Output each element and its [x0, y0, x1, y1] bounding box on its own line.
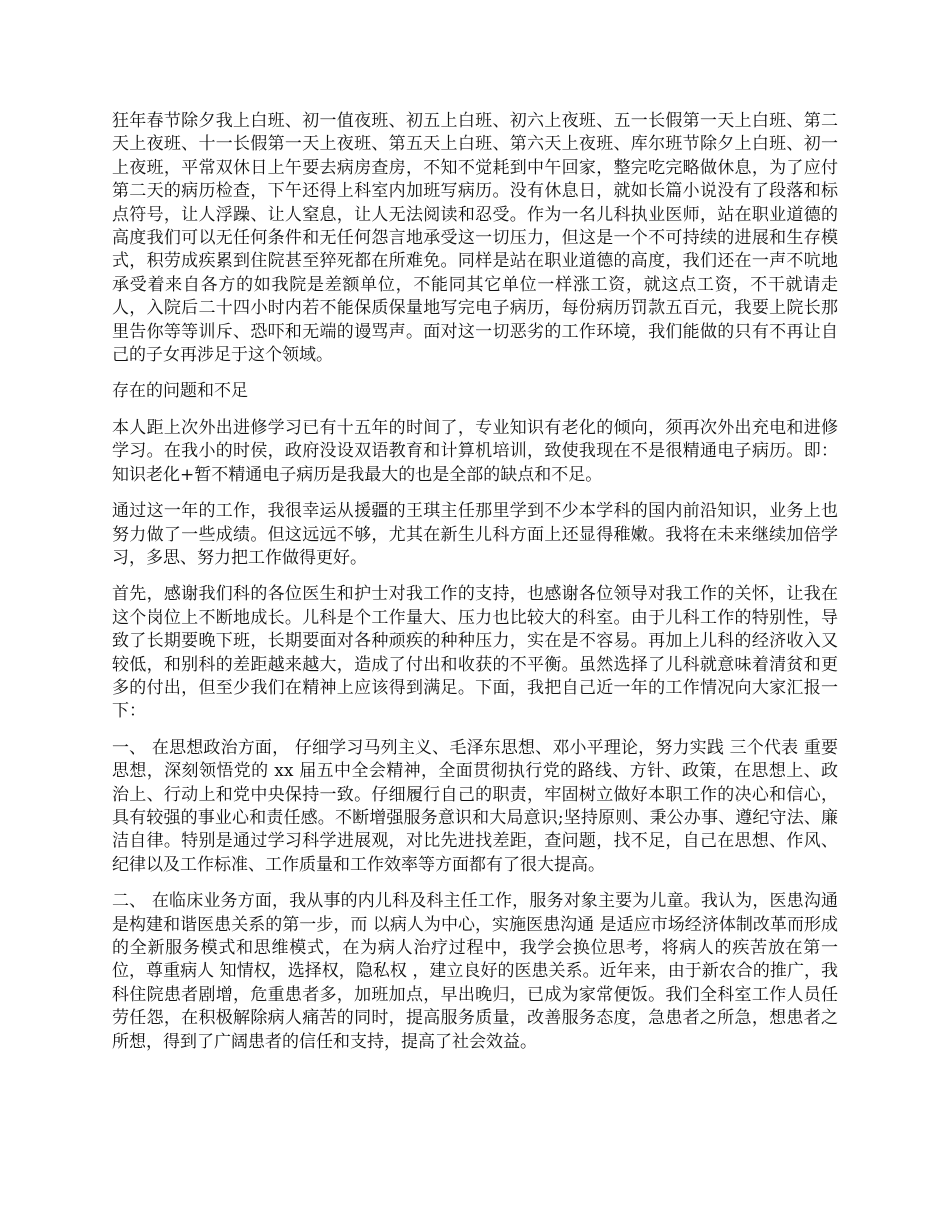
- paragraph-year-learning: 通过这一年的工作，我很幸运从援疆的王琪主任那里学到不少本学科的国内前沿知识，业务上也努力做了一些成绩。但这远远不够，尤其在新生儿科方面上还显得稚嫩。我将在未来继续加倍学习，多思、努力把工作做得更好。: [112, 501, 838, 568]
- paragraph-thanks: 首先，感谢我们科的各位医生和护士对我工作的支持，也感谢各位领导对我工作的关怀，让我在这个岗位上不断地成长。儿科是个工作量大、压力也比较大的科室。由于儿科工作的特别性，导致了长期要晚下班，长期要面对各种顽疾的种种压力，实在是不容易。再加上儿科的经济收入又较低，和别科的差距越来越大，造成了付出和收获的不平衡。虽然选择了儿科就意味着清贫和更多的付出，但至少我们在精神上应该得到满足。下面，我把自己近一年的工作情况向大家汇报一下：: [112, 584, 838, 722]
- section-heading-problems: 存在的问题和不足: [112, 381, 248, 402]
- paragraph-holiday-shifts: 狂年春节除夕我上白班、初一值夜班、初五上白班、初六上夜班、五一长假第一天上白班、第二天上夜班、十一长假第一天上夜班、第五天上白班、第六天上夜班、库尔班节除夕上白班、初一上夜班，平常双休日上午要去病房查房，不知不觉耗到中午回家，整完吃完略做休息，为了应付第二天的病历检查，下午还得上科室内加班写病历。没有休息日，就如长篇小说没有了段落和标点符号，让人浮躁、让人窒息，让人无法阅读和忍受。作为一名儿科执业医师，站在职业道德的高度我们可以无任何条件和无任何怨言地承受这一切压力，但这是一个不可持续的进展和生存模式，积劳成疾累到住院甚至猝死都在所难免。同样是站在职业道德的高度，我们还在一声不吭地承受着来自各方的如我院是差额单位，不能同其它单位一样涨工资，就这点工资，不干就请走人，入院后二十四小时内若不能保质保量地写完电子病历，每份病历罚款五百元，我要上院长那里告你等等训斥、恐吓和无端的谩骂声。面对这一切恶劣的工作环境，我们能做的只有不再让自己的子女再涉足于这个领域。: [112, 111, 838, 366]
- paragraph-training-gap: 本人距上次外出进修学习已有十五年的时间了，专业知识有老化的倾向，须再次外出充电和进修学习。在我小的时侯，政府没设双语教育和计算机培训，致使我现在不是很精通电子病历。即：知识老化+暂不精通电子病历是我最大的也是全部的缺点和不足。: [112, 417, 838, 485]
- paragraph-clinical-work: 二、 在临床业务方面，我从事的内儿科及科主任工作，服务对象主要为儿童。我认为，医患沟通是构建和谐医患关系的第一步，而 以病人为中心，实施医患沟通 是适应市场经济体制改革而形成的全新服务模式和思维模式，在为病人治疗过程中，我学会换位思考，将病人的疾苦放在第一位，尊重病人 知情权，选择权，隐私权 ，建立良好的医患关系。近年来，由于新农合的推广，我科住院患者剧增，危重患者多，加班加点，早出晚归，已成为家常便饭。我们全科室工作人员任劳任怨，在积极解除病人痛苦的同时，提高服务质量，改善服务态度，急患者之所急，想患者之所想，得到了广阔患者的信任和支持，提高了社会效益。: [112, 891, 838, 1052]
- paragraph-political-thought: 一、 在思想政治方面， 仔细学习马列主义、毛泽东思想、邓小平理论，努力实践 三个代表 重要思想，深刻领悟党的 xx 届五中全会精神，全面贯彻执行党的路线、方针、政策，在思想上、政治上、行动上和党中央保持一致。仔细履行自己的职责，牢固树立做好本职工作的决心和信心，具有较强的事业心和责任感。不断增强服务意识和大局意识;坚持原则、秉公办事、遵纪守法、廉洁自律。特别是通过学习科学进展观，对比先进找差距，查问题，找不足，自己在思想、作风、纪律以及工作标准、工作质量和工作效率等方面都有了很大提高。: [112, 737, 838, 875]
